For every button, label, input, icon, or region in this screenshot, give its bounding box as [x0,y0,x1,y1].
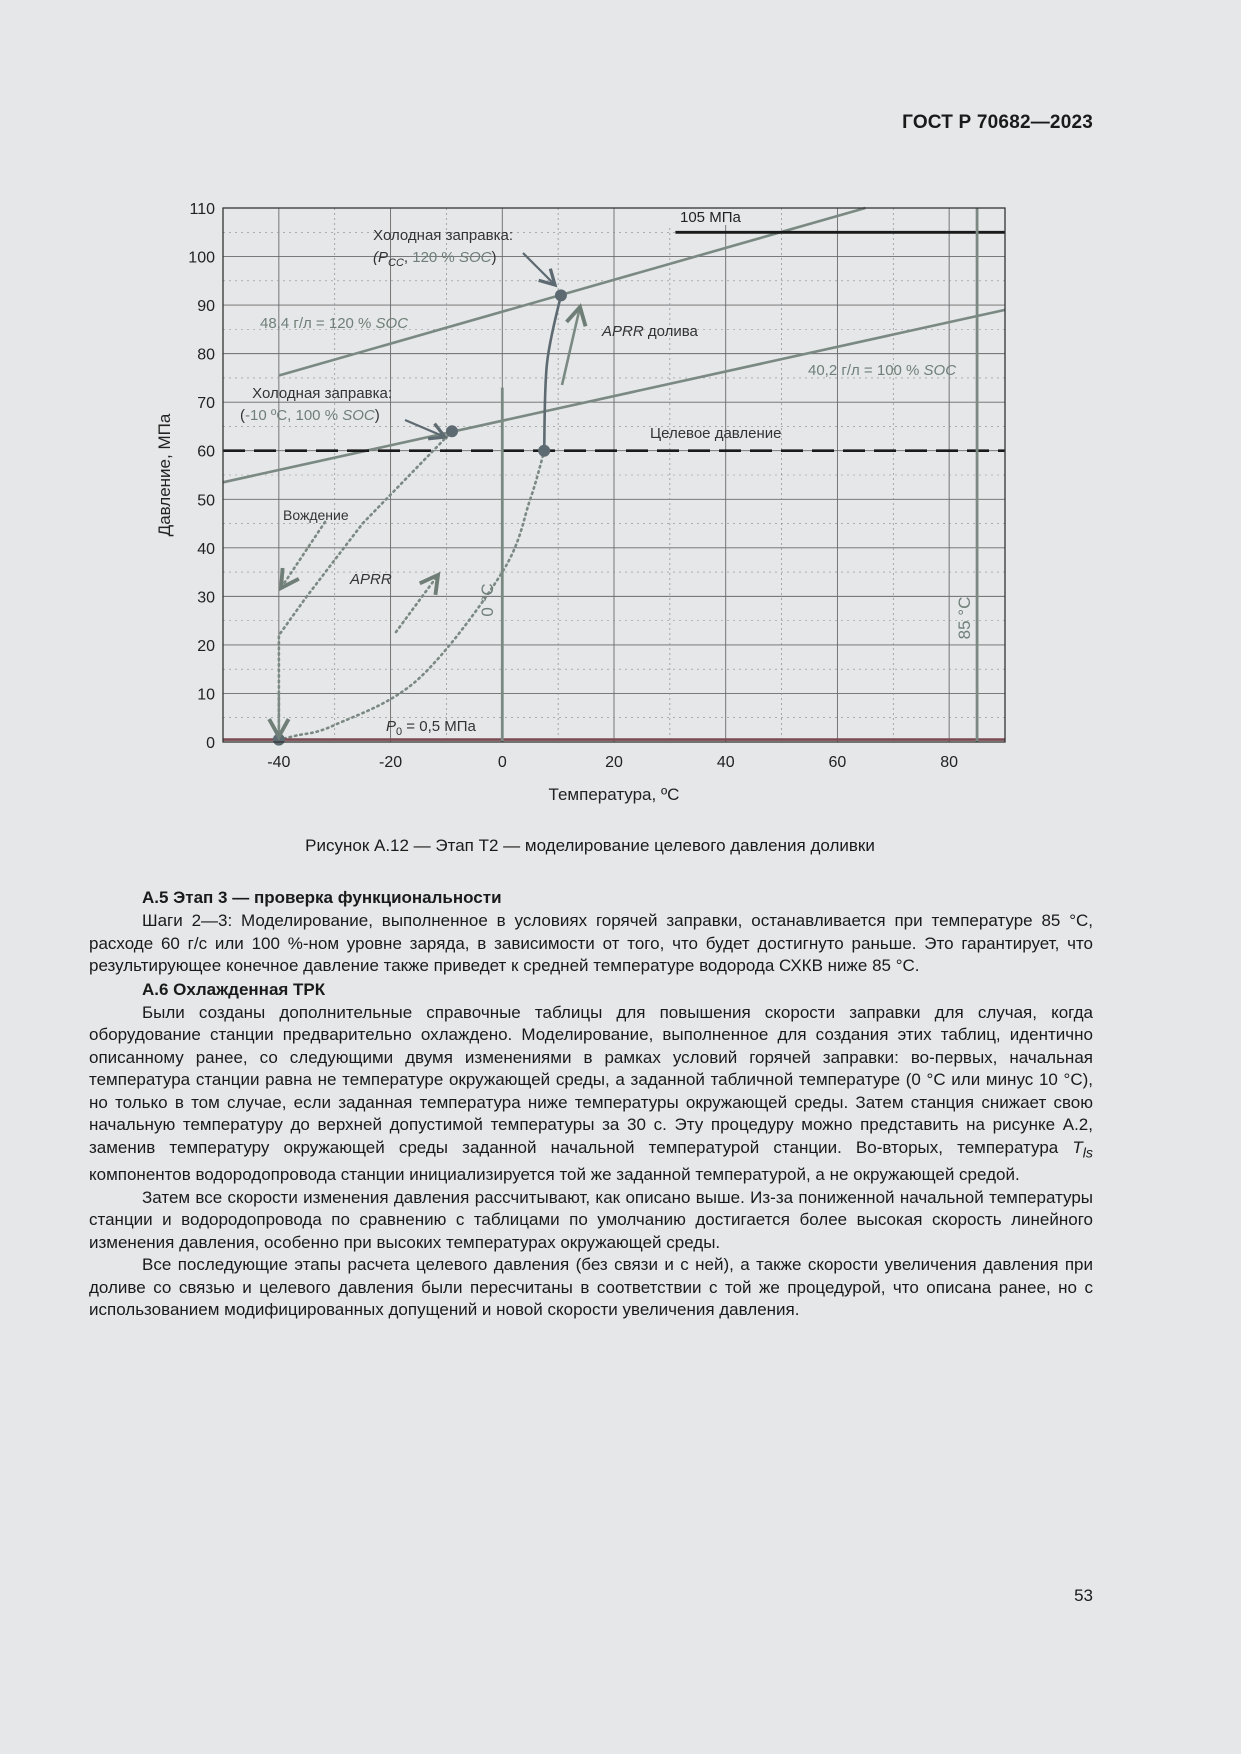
label-0c: 0 °С [478,583,497,617]
label-driving: Вождение [283,507,349,523]
document-header: ГОСТ Р 70682—2023 [902,112,1093,133]
label-p: P [386,718,397,735]
label-rest: = 0,5 МПа [402,718,476,735]
label-soc-value: 120 % [412,249,459,266]
label-soc: SOC [342,407,375,424]
label-open: ( [240,407,245,424]
y-tick-label: 50 [197,492,215,510]
label-aprr-topoff [601,323,699,340]
label-aprr: APRR [602,323,644,340]
section-a6-paragraph-3: Все последующие этапы расчета целевого давления (без связи и с ней), а также скорости увеличения давления при доливе со связью и целевого давления были пересчитаны в соответствии с той же процедурой, что описана ранее, но с использованием модифицированных допущений и новой скорости увеличения давления. [89,1255,1093,1320]
paragraph-part: компонентов водородопровода станции инициализируется той же заданной температурой, а не окружающей средой. [89,1165,1020,1185]
label-value: 48,4 г/л = 120 % [260,315,376,332]
y-tick-label: 60 [197,443,215,461]
section-a5-paragraph: Шаги 2—3: Моделирование, выполненное в условиях горячей заправки, останавливается при температуре 85 °С, расходе 60 г/с или 100 %-ном уровне заряда, в зависимости от того, что будет достигнуто раньше. Это гарантирует, что результирующее конечное давление также приведет к средней температуре водорода СХКВ ниже 85 °С. [89,911,1093,975]
variable-t: T [1072,1137,1083,1157]
data-point [273,734,285,746]
label-close: ) [491,249,497,266]
label-cold-fill-10c-line2 [240,407,380,424]
label-soc100 [808,362,956,379]
label-target-pressure: Целевое давление [650,425,782,442]
x-tick-label: 0 [497,754,507,771]
x-tick-label: 60 [828,754,847,771]
x-tick-label: -20 [379,754,403,771]
data-point [446,425,458,437]
label-105mpa: 105 МПа [680,209,741,226]
label-close: ) [374,407,380,424]
label-p: (P [373,249,388,266]
label-value: 40,2 г/л = 100 % [808,362,924,379]
label-soc: SOC [923,362,957,379]
y-tick-label: 90 [197,298,215,316]
section-a6-paragraph-1 [89,1002,1093,1187]
y-tick-label: 10 [197,686,215,704]
y-axis-label: Давление, МПа [155,413,174,537]
data-point [538,445,550,457]
label-sub-cc: CC [388,257,404,269]
label-cold-fill-pcc-line1: Холодная заправка: [373,227,513,244]
paragraph-part: Были созданы дополнительные справочные таблицы для повышения скорости заправки для случая, когда оборудование станции предварительно охлаждено. Моделирование, выполненное для создания этих таблиц, идентично описанному ранее, со следующими двумя изменениями в рамках условий горячей заправки: во-первых, начальная температура станции равна не температуре окружающей среды, а заданной табличной температуре (0 °С или минус 10 °С), но только в том случае, если заданная температура ниже температуры окружающей среды. Затем станция снижает свою начальную температуру до верхней допустимой температуры за 30 с. Эту процедуру можно представить на рисунке А.2, заменив температуру окружающей среды заданной начальной температурой станции. Во-вторых, температура [89,1002,1093,1157]
label-rest: , [403,249,413,266]
label-cold-fill-10c-line1: Холодная заправка: [252,385,392,402]
label-soc120 [260,315,408,332]
label-aprr [349,571,392,588]
y-tick-label: 110 [189,201,215,218]
label-soc: SOC [458,249,492,266]
y-tick-label: 70 [197,395,215,413]
y-tick-label: 20 [197,637,215,655]
label-temp: -10 ºС, 100 % [245,407,343,424]
x-axis-label: Температура, ºС [548,785,680,804]
body-text [89,886,1093,1322]
y-tick-label: 40 [197,540,215,558]
x-tick-label: -40 [267,754,291,771]
y-tick-label: 0 [206,735,215,752]
figure-caption: Рисунок А.12 — Этап Т2 — моделирование целевого давления доливки [305,836,875,855]
x-tick-label: 20 [605,754,623,771]
section-a6-paragraph-2: Затем все скорости изменения давления рассчитывают, как описано выше. Из-за пониженной начальной температуры станции и водородопровода по сравнению с таблицами по умолчанию достигается более высокая скорость линейного изменения давления, особенно при высоких температурах окружающей среды. [89,1187,1093,1252]
y-tick-label: 30 [197,589,215,607]
label-aprr: APRR [350,571,392,588]
label-soc: SOC [375,315,409,332]
section-a6-title: А.6 Охлажденная ТРК [142,979,326,999]
data-point [555,289,567,301]
x-tick-label: 80 [940,754,959,771]
y-tick-label: 80 [197,346,215,364]
y-tick-label: 100 [188,249,215,267]
pressure-temperature-chart [0,0,1241,830]
section-a5-title: А.5 Этап 3 — проверка функциональности [142,888,502,907]
label-85c: 85 °С [955,596,974,640]
page-number: 53 [1074,1586,1093,1605]
label-topoff: долива [643,323,698,340]
label-sub-0: 0 [396,726,403,738]
variable-subscript: ls [1082,1144,1093,1161]
x-tick-label: 40 [716,754,735,771]
